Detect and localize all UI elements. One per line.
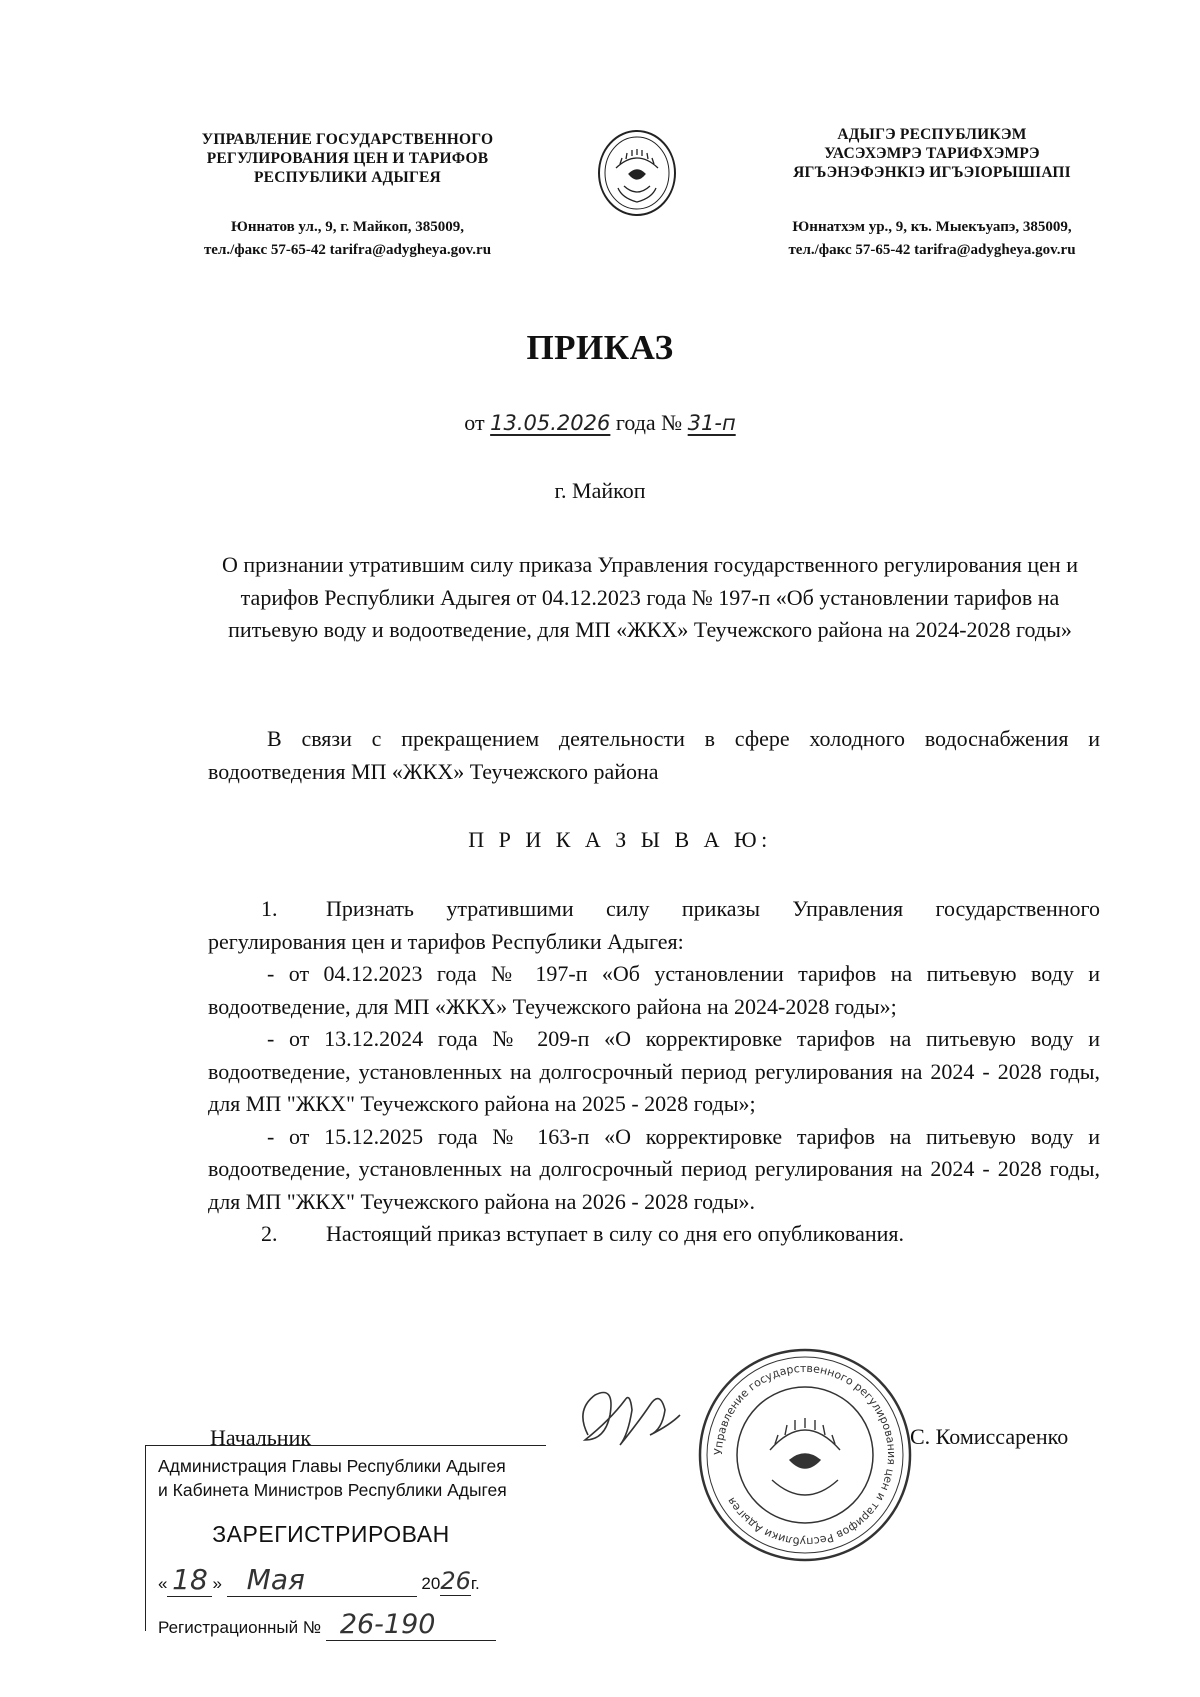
order-items [208, 893, 1100, 1251]
handwritten-signature [570, 1380, 700, 1460]
round-seal-icon [690, 1340, 920, 1570]
address-line-2: тел./факс 57-65-42 tarifra@adygheya.gov.ru [203, 242, 492, 258]
issuer-name-adyghe [742, 125, 1122, 182]
stamp-date: « 18 » Мая 2026г. [158, 1563, 480, 1596]
order-heading: П Р И К А З Ы В А Ю: [468, 827, 772, 852]
seal-ring-text: Управление государственного регулирования цен и тарифов Республики Адыгея [711, 1361, 899, 1549]
issuer-line-1: УПРАВЛЕНИЕ ГОСУДАРСТВЕННОГО [201, 131, 494, 148]
stamp-status: ЗАРЕГИСТРИРОВАН [212, 1521, 450, 1547]
stamp-year-prefix: 20 [421, 1574, 441, 1593]
stamp-year-suffix: г. [470, 1574, 480, 1593]
address-line-2: тел./факс 57-65-42 tarifra@adygheya.gov.ru [788, 242, 1076, 258]
order-item-2 [208, 1218, 1100, 1251]
item-number: 1. [261, 896, 278, 921]
issuer-line-3: РЕСПУБЛИКИ АДЫГЕЯ [254, 169, 441, 186]
handwritten-date: 13.05.2026 [490, 411, 611, 435]
registration-stamp [145, 1445, 546, 1640]
coat-of-arms-icon [596, 128, 678, 218]
issuer-address-russian [150, 216, 545, 262]
issuer-name-russian [150, 130, 545, 187]
signatory-title: Начальник [210, 1425, 312, 1450]
issuer-line-3: ЯГЪЭНЭФЭНКІЭ ИГЪЭІОРЫШІАПІ [793, 164, 1071, 181]
issuer-line-2: РЕГУЛИРОВАНИЯ ЦЕН И ТАРИФОВ [206, 150, 489, 167]
item-text: Признать утратившими силу приказы Управления государственного регулирования цен и тарифов Республики Адыгея: [208, 896, 1100, 954]
sub-item-2: - от 13.12.2024 года № 209-п «О корректировке тарифов на питьевую воду и водоотведение, установленных на долгосрочный период регулирования на 2024 - 2028 годы, для МП "ЖКХ" Теучежского района на 2025 - 2028 годы»; [208, 1026, 1100, 1116]
stamp-org-line-1: Администрация Главы Республики Адыгея [158, 1456, 506, 1476]
stamp-month: Мая [227, 1563, 417, 1597]
handwritten-order-number: 31-п [687, 411, 736, 435]
issuer-line-2: УАСЭХЭМРЭ ТАРИФХЭМРЭ [824, 145, 1040, 162]
order-item-1-text [208, 893, 1100, 958]
order-subject: О признании утратившим силу приказа Управления государственного регулирования цен и тарифов Республики Адыгея от 04.12.2023 года № 197-п «Об установлении тарифов на питьевую воду и водоотведение, для МП «ЖКХ» Теучежского района на 2024-2028 годы» [222, 552, 1078, 642]
preamble [208, 723, 1100, 788]
stamp-reg-value: 26-190 [326, 1609, 496, 1641]
document-title: ПРИКАЗ [526, 328, 674, 367]
preamble-text: В связи с прекращением деятельности в сфере холодного водоснабжения и водоотведения МП «ЖКХ» Теучежского района [208, 726, 1100, 784]
address-line-1: Юннатхэм ур., 9, къ. Мыекъуапэ, 385009, [792, 219, 1072, 235]
stamp-org-line-2: и Кабинета Министров Республики Адыгея [158, 1480, 507, 1500]
stamp-reg-label: Регистрационный № [158, 1618, 322, 1637]
city: г. Майкоп [554, 478, 646, 503]
stamp-reg-number [158, 1609, 538, 1641]
date-suffix: года № [615, 410, 683, 435]
issuer-line-1: АДЫГЭ РЕСПУБЛИКЭМ [837, 126, 1027, 143]
sub-item-3: - от 15.12.2025 года № 163-п «О корректировке тарифов на питьевую воду и водоотведение, установленных на долгосрочный период регулирования на 2024 - 2028 годы, для МП "ЖКХ" Теучежского района на 2026 - 2028 годы». [208, 1123, 1100, 1214]
sub-item-1: - от 04.12.2023 года № 197-п «Об установлении тарифов на питьевую воду и водоотведение, для МП «ЖКХ» Теучежского района на 2024-2028 годы»; [208, 961, 1100, 1019]
order-date-number [0, 410, 1200, 436]
item-number: 2. [261, 1221, 278, 1246]
stamp-year: 26 [440, 1567, 471, 1595]
stamp-org [158, 1454, 507, 1502]
issuer-address-adyghe [742, 216, 1122, 262]
item-text: Настоящий приказ вступает в силу со дня его опубликования. [326, 1221, 905, 1246]
address-line-1: Юннатов ул., 9, г. Майкоп, 385009, [231, 219, 464, 235]
stamp-day: 18 [167, 1563, 212, 1597]
date-prefix: от [464, 410, 485, 435]
signatory-name: С. Комиссаренко [910, 1424, 1069, 1449]
